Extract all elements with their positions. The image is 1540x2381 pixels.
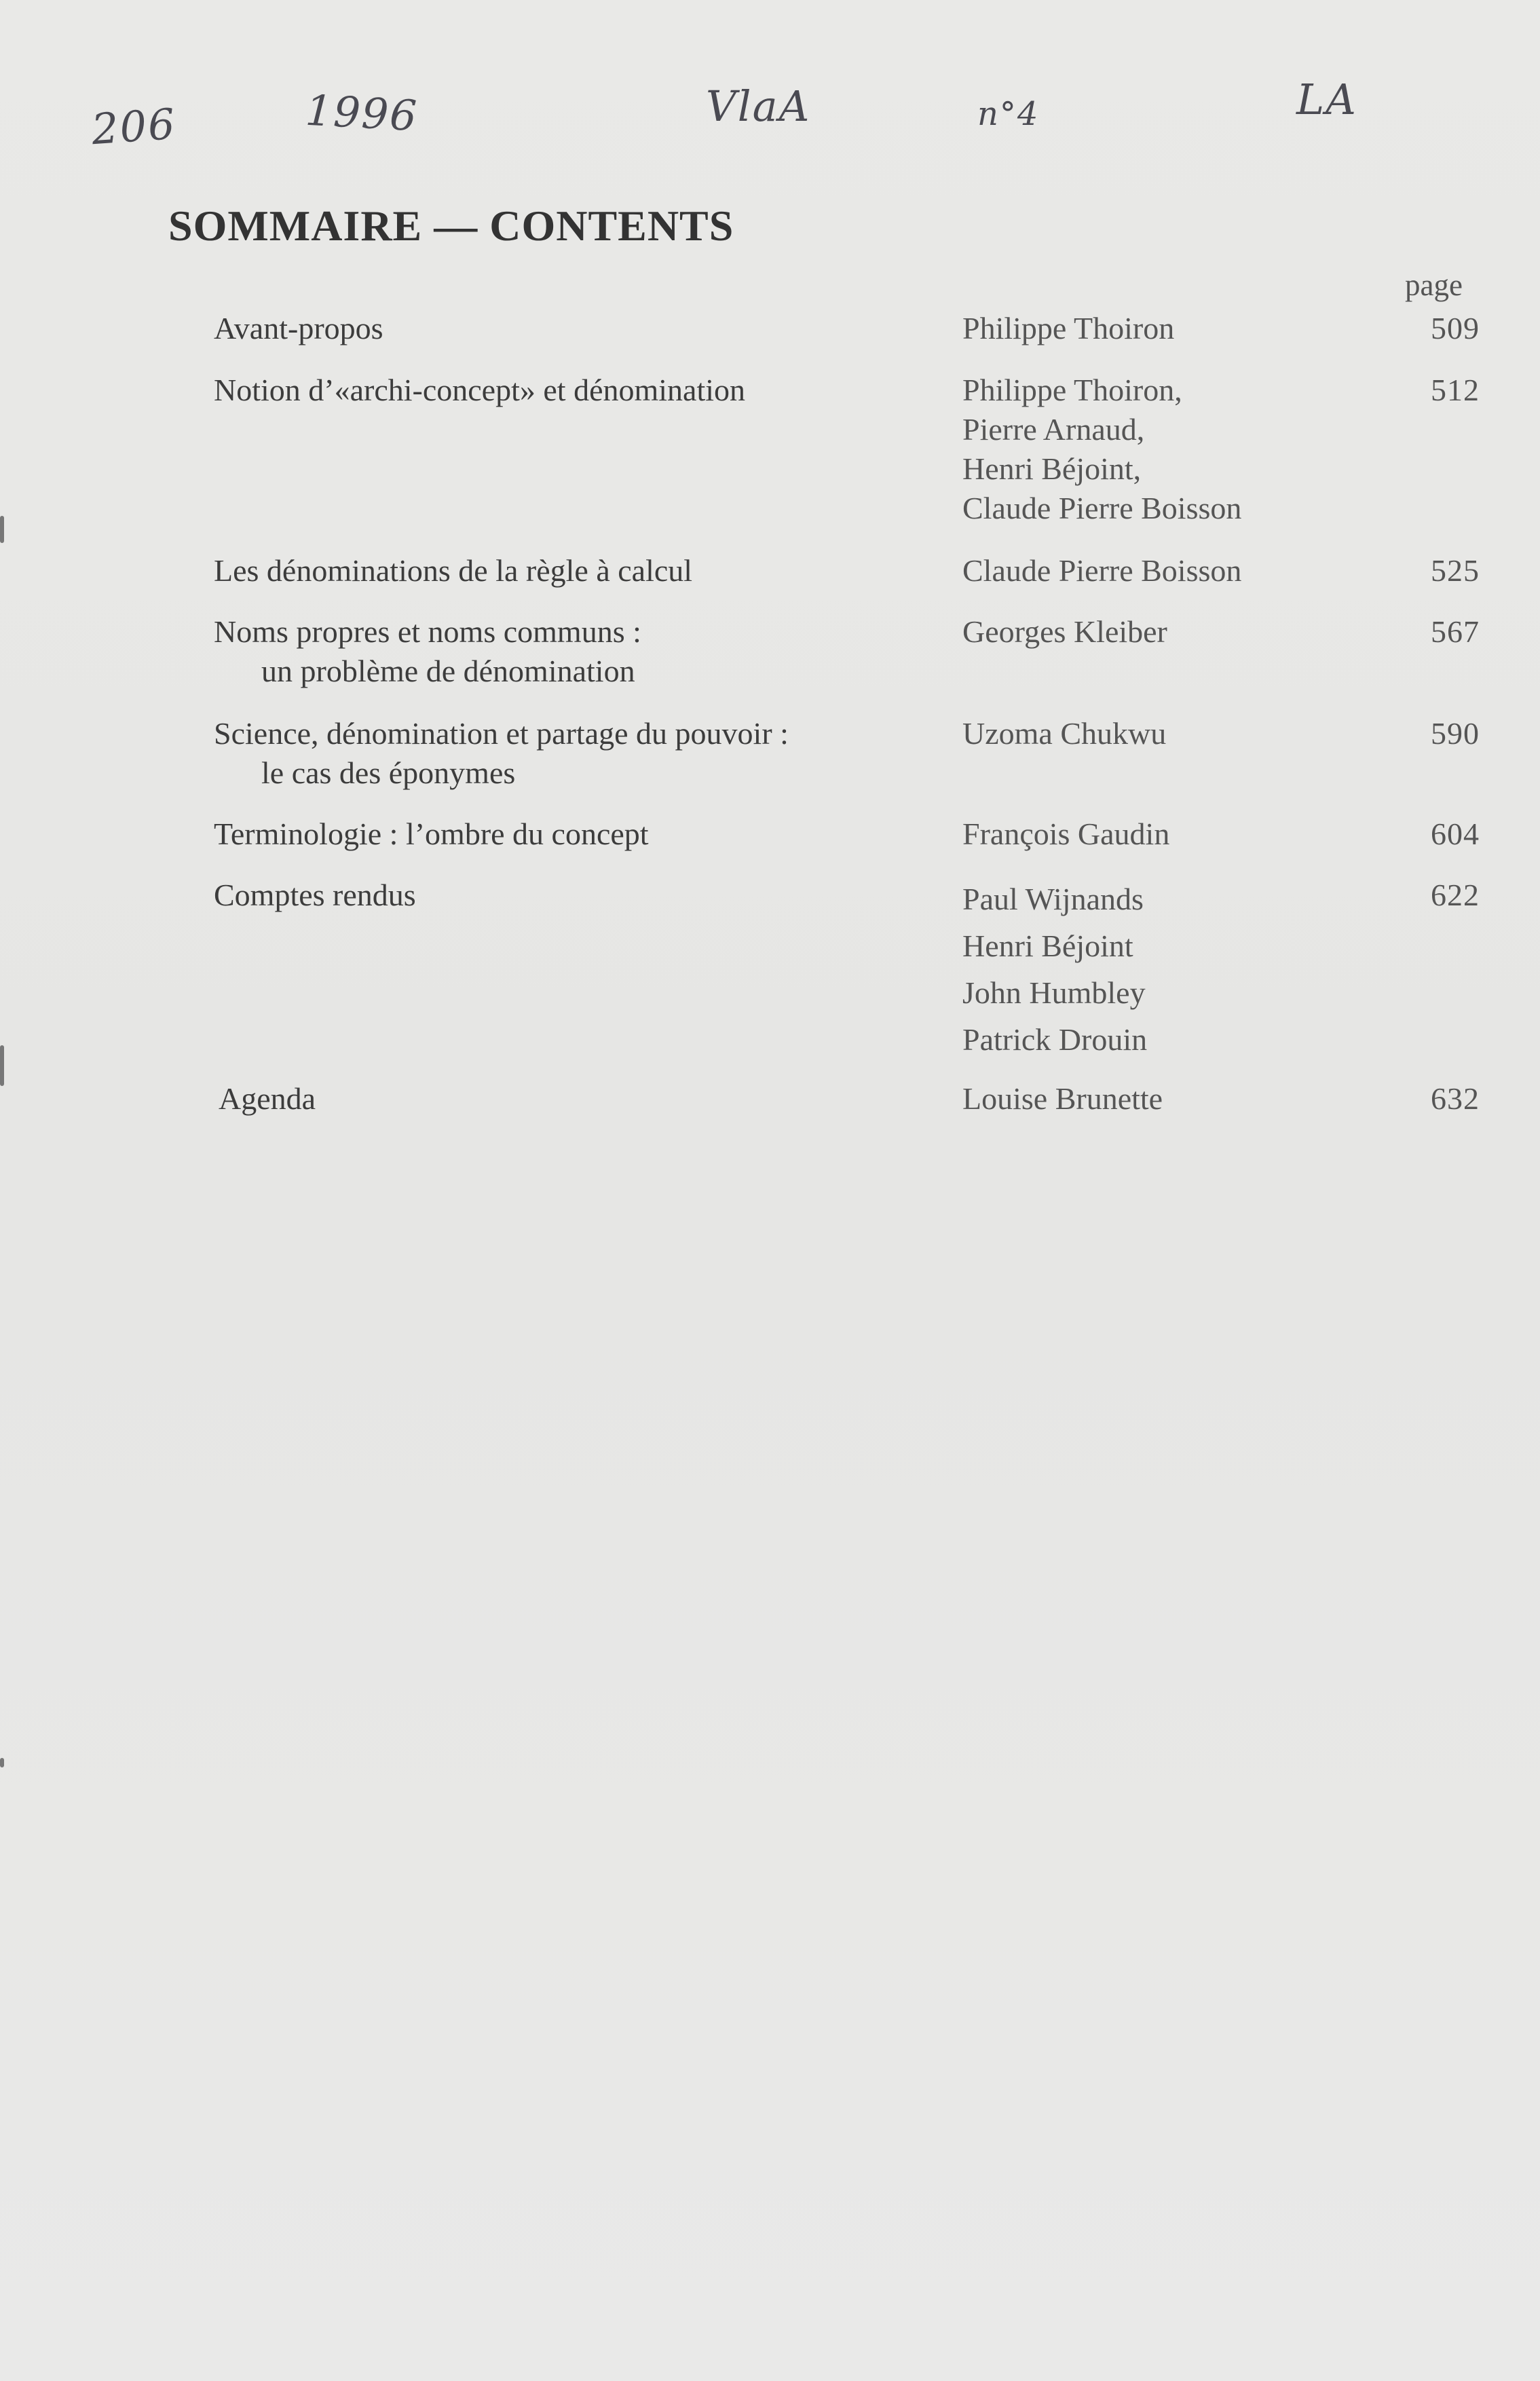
entry-title — [219, 1079, 931, 1119]
entry-title — [214, 551, 926, 590]
scan-edge-mark — [0, 1045, 4, 1086]
entry-author: Henri Béjoint — [962, 929, 1133, 963]
entry-author: Louise Brunette — [962, 1081, 1163, 1116]
entry-title-line: Science, dénomination et partage du pouvoir : — [214, 716, 789, 751]
entry-page: 567 — [1431, 614, 1480, 649]
handwritten-number: 206 — [90, 98, 178, 155]
entry-page: 604 — [1431, 817, 1480, 851]
entry-title-line: Avant-propos — [214, 311, 383, 345]
entry-title — [214, 714, 926, 793]
entry-authors — [962, 714, 1342, 753]
handwritten-issue: n°4 — [977, 95, 1040, 133]
handwritten-annotations — [0, 75, 1540, 155]
entry-author: Philippe Thoiron — [962, 311, 1175, 345]
entry-authors — [962, 551, 1342, 590]
page-title: SOMMAIRE — CONTENTS — [168, 202, 734, 250]
entry-title-line: Les dénominations de la règle à calcul — [214, 553, 693, 588]
entry-author: Philippe Thoiron, — [962, 373, 1182, 407]
entry-title-line: le cas des éponymes — [261, 755, 516, 790]
entry-author: Pierre Arnaud, — [962, 412, 1145, 447]
entry-author: Claude Pierre Boisson — [962, 553, 1242, 588]
entry-page: 590 — [1431, 716, 1480, 751]
scan-edge-mark — [0, 516, 4, 543]
entry-title — [214, 309, 926, 348]
entry-authors — [962, 371, 1342, 528]
entry-title — [214, 814, 926, 854]
entry-title-line: Agenda — [219, 1081, 316, 1116]
entry-author: Claude Pierre Boisson — [962, 491, 1242, 525]
entry-authors — [962, 612, 1342, 652]
entry-page: 622 — [1431, 878, 1480, 912]
entry-authors — [962, 876, 1342, 1063]
entry-author: Henri Béjoint, — [962, 451, 1142, 486]
entry-title — [214, 612, 926, 691]
entry-page: 525 — [1431, 553, 1480, 588]
entry-page: 512 — [1431, 373, 1480, 407]
scan-edge-mark — [0, 1758, 4, 1767]
entry-title-line: Noms propres et noms communs : — [214, 614, 641, 649]
entry-authors — [962, 814, 1342, 854]
entry-title-line: Comptes rendus — [214, 878, 416, 912]
entry-title — [214, 371, 926, 410]
entry-title-line: Notion d’«archi-concept» et dénomination — [214, 373, 746, 407]
entry-author: Patrick Drouin — [962, 1022, 1148, 1057]
entry-author: Georges Kleiber — [962, 614, 1167, 649]
entry-author: Paul Wijnands — [962, 882, 1144, 916]
entry-authors — [962, 1079, 1342, 1119]
entry-title-line: un problème de dénomination — [261, 654, 635, 688]
entry-page: 509 — [1431, 311, 1480, 345]
page-column-header: page — [1405, 268, 1463, 302]
handwritten-volume: VlaA — [706, 81, 811, 131]
entry-authors — [962, 309, 1342, 348]
entry-author: François Gaudin — [962, 817, 1170, 851]
entry-page: 632 — [1431, 1081, 1480, 1116]
entry-author: Uzoma Chukwu — [962, 716, 1167, 751]
entry-title — [214, 876, 926, 915]
entry-title-line: Terminologie : l’ombre du concept — [214, 817, 649, 851]
handwritten-code: LA — [1296, 75, 1357, 124]
handwritten-year: 1996 — [304, 85, 419, 141]
entry-author: John Humbley — [962, 975, 1146, 1010]
